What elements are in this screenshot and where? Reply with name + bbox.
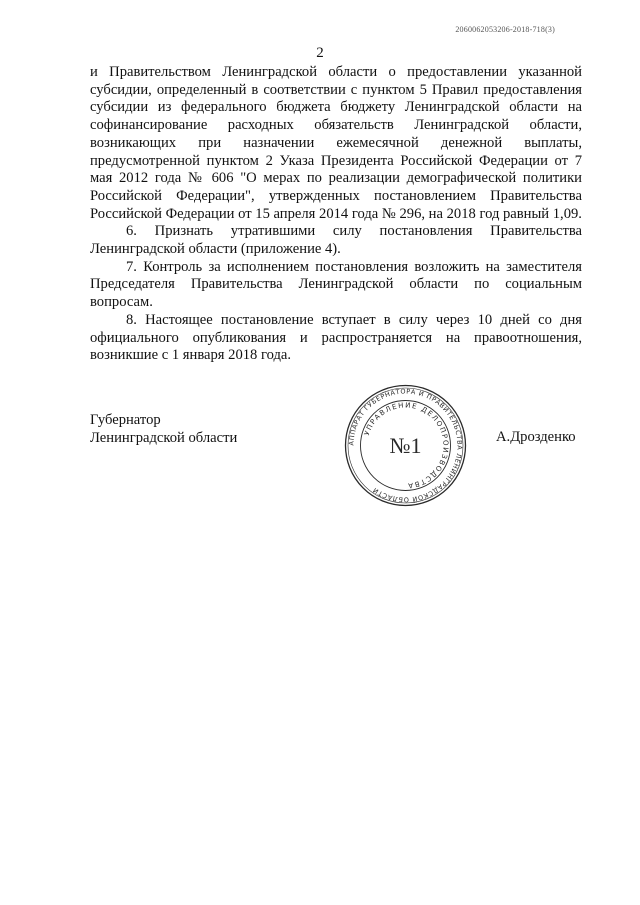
paragraph-8: 8. Настоящее постановление вступает в силу через 10 дней со дня официального опубликования и распространяется на правоотношения, возникшие с 1 января 2018 года. — [90, 311, 582, 364]
paragraph-continuation: и Правительством Ленинградской области о предоставлении указанной субсидии, определенный в соответствии с пунктом 5 Правил предоставления субсидии из федерального бюджета бюджету Ленинградской области на софинансирование расходных обязательств Ленинградской области, возникающих при назначении ежемесячной денежной выплаты, предусмотренной пунктом 2 Указа Президента Российской Федерации от 7 мая 2012 года № 606 "О мерах по реализации демографической политики Российской Федерации", утвержденных постановлением Правительства Российской Федерации от 15 апреля 2014 года № 296, на 2018 год равный 1,09. — [90, 64, 582, 222]
signatory-region: Ленинградской области — [90, 430, 238, 446]
signatory-name: А.Дрозденко — [496, 429, 576, 445]
paragraph-7: 7. Контроль за исполнением постановления возложить на заместителя Председателя Правительства Ленинградской области по социальным вопросам. — [90, 258, 582, 311]
document-body — [90, 64, 582, 365]
paragraph-6: 6. Признать утратившими силу постановления Правительства Ленинградской области (приложение 4). — [90, 223, 582, 258]
page-number: 2 — [316, 45, 324, 61]
seal-outer-text: АППАРАТ ГУБЕРНАТОРА И ПРАВИТЕЛЬСТВА ЛЕНИНГРАДСКОЙ ОБЛАСТИ — [347, 387, 464, 504]
signatory-position — [90, 411, 237, 447]
seal-number: №1 — [389, 433, 422, 458]
document-id: 2060062053206-2018-718(3) — [455, 25, 555, 34]
signatory-title: Губернатор — [90, 412, 161, 428]
seal-inner-text: УПРАВЛЕНИЕ ДЕЛОПРОИЗВОДСТВА — [362, 401, 450, 490]
official-seal — [343, 383, 468, 508]
